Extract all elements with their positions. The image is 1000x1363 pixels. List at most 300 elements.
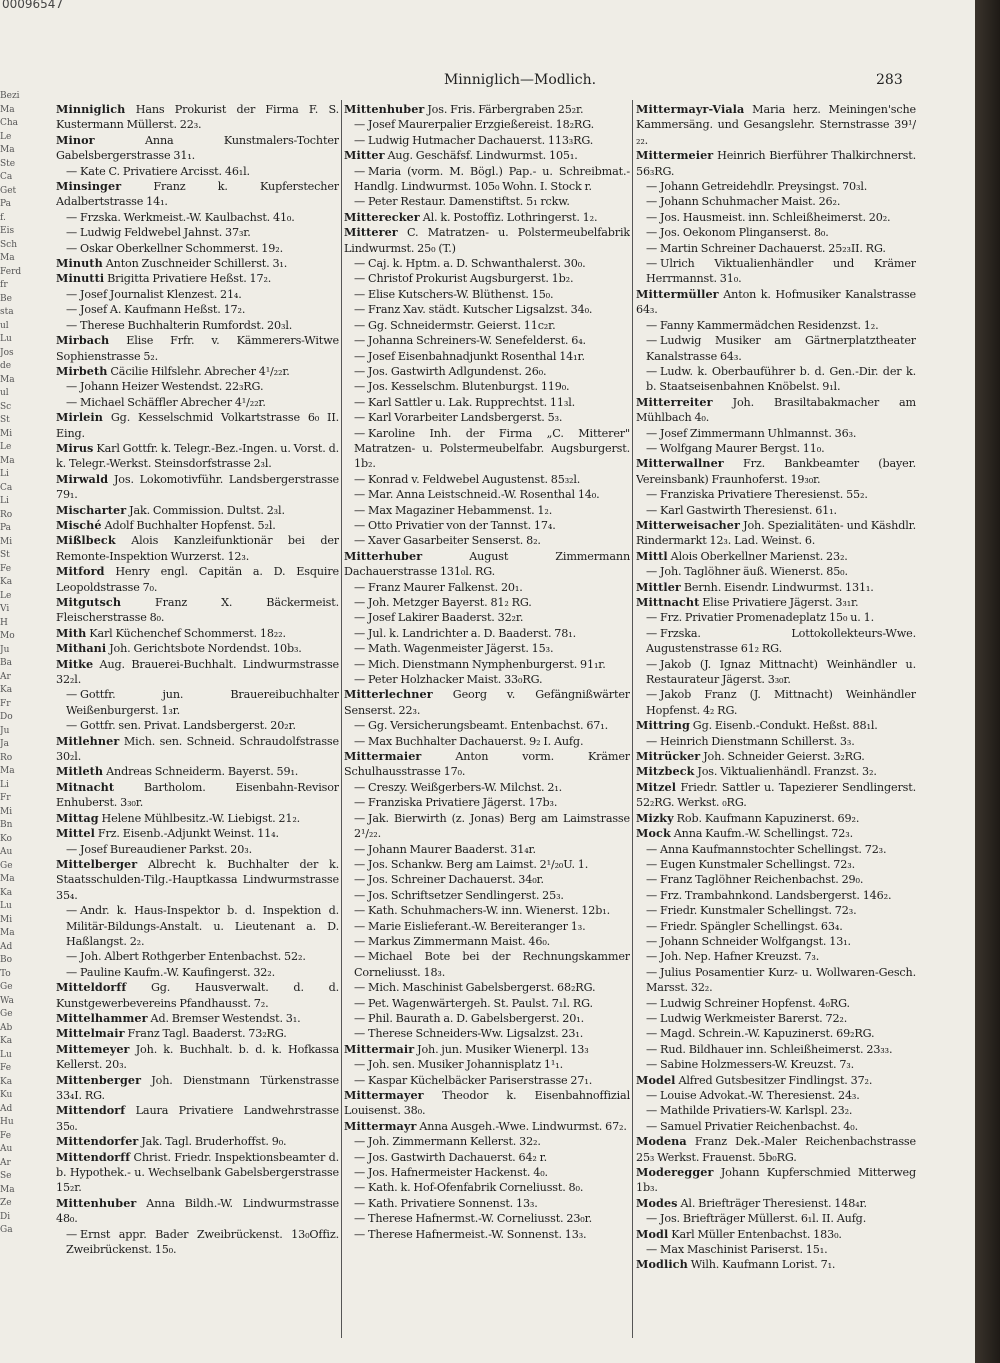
entry-details: Gg. Hausverwalt. d. d. Kunstgewerbevereins Pfandhausst. 7₂. bbox=[56, 981, 339, 1010]
entry-details: Math. Wagenmeister Jägerst. 15₃. bbox=[368, 642, 554, 656]
entry-details: Christ. Friedr. Inspektionsbeamter d. b. Hypothek.- u. Wechselbank Gabelsbergerstrasse 15₂r. bbox=[56, 1150, 339, 1195]
entry-details: Magd. Schrein.-W. Kapuzinerst. 69₂RG. bbox=[660, 1027, 875, 1041]
ditto-dash: — bbox=[646, 919, 658, 933]
directory-subentry bbox=[344, 395, 630, 410]
ditto-dash: — bbox=[66, 226, 78, 240]
entry-details: Cäcilie Hilfslehr. Abrecher 4¹/₂₂r. bbox=[110, 364, 290, 378]
directory-subentry bbox=[344, 1165, 630, 1180]
ditto-dash: — bbox=[354, 287, 366, 301]
ditto-dash: — bbox=[66, 318, 78, 332]
directory-subentry bbox=[636, 996, 916, 1011]
ditto-dash: — bbox=[354, 857, 366, 871]
entry-details: Julius Posamentier Kurz- u. Wollwaren-Gesch. Marsst. 32₂. bbox=[646, 965, 916, 995]
margin-fragment: Lu bbox=[0, 334, 12, 344]
ditto-dash: — bbox=[354, 626, 366, 640]
directory-subentry bbox=[56, 287, 339, 302]
entry-details: Anna Kaufm.-W. Schellingst. 72₃. bbox=[673, 827, 853, 841]
directory-entry bbox=[344, 1042, 630, 1057]
margin-fragment: Ma bbox=[0, 874, 15, 884]
directory-subentry bbox=[56, 318, 339, 333]
entry-details: Heinrich Bierführer Thalkirchnerst. 56₃RG. bbox=[636, 149, 916, 178]
ditto-dash: — bbox=[354, 411, 366, 425]
entry-details: Maria (vorm. M. Bögl.) Pap.- u. Schreibmat.-Handlg. Lindwurmst. 105₀ Wohn. I. Stock r. bbox=[354, 164, 630, 194]
directory-entry bbox=[56, 826, 339, 841]
directory-subentry bbox=[636, 241, 916, 256]
entry-surname: Mirbach bbox=[56, 333, 110, 348]
entry-details: Frz. Bankbeamter (bayer. Vereinsbank) Fraunhoferst. 19₃₀r. bbox=[636, 457, 916, 486]
directory-entry bbox=[56, 657, 339, 688]
entry-details: Elise Frfr. v. Kämmerers-Witwe Sophienstrasse 5₂. bbox=[56, 334, 339, 363]
directory-entry bbox=[636, 580, 916, 595]
directory-subentry bbox=[636, 364, 916, 395]
entry-details: Jak. Bierwirth (z. Jonas) Berg am Laimstrasse 2¹/₂₂. bbox=[354, 811, 630, 841]
ditto-dash: — bbox=[66, 241, 78, 255]
directory-entry bbox=[636, 1165, 916, 1196]
ditto-dash: — bbox=[354, 488, 366, 502]
entry-details: Franziska Privatiere Theresienst. 55₂. bbox=[660, 488, 868, 502]
entry-details: Henry engl. Capitän a. D. Esquire Leopoldstrasse 7₀. bbox=[56, 565, 339, 594]
entry-surname: Mittermüller bbox=[636, 286, 719, 301]
entry-details: Mich. Dienstmann Nymphenburgerst. 91₁r. bbox=[368, 657, 606, 671]
directory-subentry bbox=[344, 872, 630, 887]
entry-details: Frz. Eisenb.-Adjunkt Weinst. 11₄. bbox=[97, 827, 279, 841]
directory-subentry bbox=[344, 888, 630, 903]
entry-surname: Mittendorf bbox=[56, 1103, 126, 1118]
entry-details: Jakob (J. Ignaz Mittnacht) Weinhändler u. Restaurateur Jägerst. 3₃₀r. bbox=[646, 657, 916, 687]
entry-details: Karl Vorarbeiter Landsbergerst. 5₃. bbox=[368, 411, 563, 425]
directory-subentry bbox=[344, 857, 630, 872]
ditto-dash: — bbox=[354, 1212, 366, 1226]
margin-fragment: ul bbox=[0, 320, 9, 331]
entry-details: Peter Holzhacker Maist. 33₀RG. bbox=[368, 673, 543, 687]
entry-details: Gottfr. jun. Brauereibuchhalter Weißenburgerst. 1₃r. bbox=[66, 688, 339, 717]
directory-subentry bbox=[344, 780, 630, 795]
entry-details: Al. k. Postoffiz. Lothringerst. 1₂. bbox=[422, 210, 598, 224]
entry-details: Pet. Wagenwärtergeh. St. Paulst. 7₁l. RG. bbox=[368, 996, 593, 1010]
margin-fragment: Ju bbox=[0, 725, 10, 736]
ditto-dash: — bbox=[354, 1227, 366, 1241]
entry-details: C. Matratzen- u. Polstermeubelfabrik Lindwurmst. 25₀ (T.) bbox=[344, 226, 630, 255]
ditto-dash: — bbox=[354, 642, 366, 656]
margin-fragment: Bezi bbox=[0, 91, 20, 101]
ditto-dash: — bbox=[354, 719, 366, 733]
ditto-dash: — bbox=[646, 426, 658, 440]
directory-subentry bbox=[344, 318, 630, 333]
entry-details: Gottfr. sen. Privat. Landsbergerst. 20₂r. bbox=[80, 719, 296, 733]
directory-subentry bbox=[344, 842, 630, 857]
entry-details: Ernst appr. Bader Zweibrückenst. 13₀Offiz. Zweibrückenst. 15₀. bbox=[66, 1227, 339, 1257]
ditto-dash: — bbox=[354, 118, 366, 132]
entry-details: Friedr. Sattler u. Tapezierer Sendlingerst. 52₂RG. Werkst. ₀RG. bbox=[636, 780, 916, 810]
directory-subentry bbox=[56, 949, 339, 964]
entry-details: Wolfgang Maurer Bergst. 11₀. bbox=[660, 441, 825, 455]
entry-details: Gg. Kesselschmid Volkartstrasse 6₀ II. Eing. bbox=[56, 411, 339, 440]
margin-fragment: Ze bbox=[0, 1198, 12, 1208]
directory-subentry bbox=[636, 318, 916, 333]
ditto-dash: — bbox=[646, 241, 658, 255]
column-2 bbox=[344, 102, 630, 1347]
margin-fragment: St bbox=[0, 415, 10, 425]
margin-fragment: To bbox=[0, 968, 11, 979]
margin-fragment: Ste bbox=[0, 158, 16, 169]
margin-fragment: Fr bbox=[0, 698, 11, 709]
directory-subentry bbox=[636, 626, 916, 657]
directory-entry bbox=[56, 1103, 339, 1134]
directory-entry bbox=[56, 364, 339, 379]
entry-details: Fanny Kammermädchen Residenzst. 1₂. bbox=[660, 318, 879, 332]
directory-entry bbox=[636, 1134, 916, 1165]
directory-subentry bbox=[344, 117, 630, 132]
directory-subentry bbox=[344, 518, 630, 533]
directory-subentry bbox=[636, 1242, 916, 1257]
directory-subentry bbox=[636, 934, 916, 949]
margin-fragment: Ca bbox=[0, 172, 13, 182]
entry-details: Gg. Versicherungsbeamt. Entenbachst. 67₁. bbox=[368, 719, 608, 733]
entry-details: Jos. Gastwirth Adlgundenst. 26₀. bbox=[368, 364, 547, 378]
directory-entry bbox=[636, 1227, 916, 1242]
margin-fragment: Le bbox=[0, 442, 12, 452]
directory-entry bbox=[56, 641, 339, 656]
entry-details: Jos. Schreiner Dachauerst. 34₀r. bbox=[368, 873, 544, 887]
directory-subentry bbox=[636, 872, 916, 887]
margin-fragment: Ad bbox=[0, 1103, 13, 1114]
directory-subentry bbox=[636, 919, 916, 934]
directory-subentry bbox=[344, 287, 630, 302]
ditto-dash: — bbox=[66, 210, 78, 224]
entry-details: Andreas Schneiderm. Bayerst. 59₁. bbox=[106, 765, 299, 779]
ditto-dash: — bbox=[66, 719, 78, 733]
ditto-dash: — bbox=[354, 1150, 366, 1164]
margin-fragment: St bbox=[0, 550, 10, 560]
entry-details: Karl Sattler u. Lak. Rupprechtst. 11₃l. bbox=[368, 395, 576, 409]
entry-details: Frz. Privatier Promenadeplatz 15₀ u. 1. bbox=[660, 611, 874, 625]
column-rule bbox=[632, 100, 633, 1338]
directory-entry bbox=[636, 518, 916, 549]
directory-subentry bbox=[636, 687, 916, 718]
ditto-dash: — bbox=[646, 611, 658, 625]
margin-fragment: Ab bbox=[0, 1022, 13, 1033]
directory-subentry bbox=[636, 888, 916, 903]
entry-details: Franz X. Bäckermeist. Fleischerstrasse 8₀. bbox=[56, 596, 339, 625]
entry-details: Therese Hafnermst.-W. Corneliusst. 23₀r. bbox=[368, 1212, 593, 1226]
entry-details: Josef Lakirer Baaderst. 32₂r. bbox=[368, 611, 524, 625]
directory-subentry bbox=[344, 580, 630, 595]
margin-fragment: f. bbox=[0, 212, 6, 223]
margin-fragment: Li bbox=[0, 779, 9, 790]
margin-fragment: Cha bbox=[0, 118, 19, 128]
entry-details: Franz Dek.-Maler Reichenbachstrasse 25₃ Werkst. Frauenst. 5b₀RG. bbox=[636, 1135, 916, 1164]
directory-subentry bbox=[344, 487, 630, 502]
entry-details: Helene Mühlbesitz.-W. Liebigst. 21₂. bbox=[101, 811, 301, 825]
ditto-dash: — bbox=[646, 873, 658, 887]
directory-subentry bbox=[344, 718, 630, 733]
entry-surname: Mitlehner bbox=[56, 733, 120, 748]
entry-details: Alfred Gutsbesitzer Findlingst. 37₂. bbox=[678, 1073, 873, 1087]
margin-fragment: ul bbox=[0, 388, 9, 398]
page-header bbox=[0, 72, 975, 92]
directory-subentry bbox=[636, 564, 916, 579]
entry-details: Johann Maurer Baaderst. 31₄r. bbox=[368, 842, 536, 856]
entry-details: Max Buchhalter Dachauerst. 9₂ I. Aufg. bbox=[368, 734, 584, 748]
directory-subentry bbox=[636, 487, 916, 502]
margin-fragment: Bo bbox=[0, 955, 13, 965]
entry-surname: Mittermeier bbox=[636, 148, 714, 163]
margin-fragment: Pa bbox=[0, 199, 12, 209]
margin-fragment: Ja bbox=[0, 739, 9, 749]
margin-fragment: Ka bbox=[0, 887, 13, 898]
directory-entry bbox=[56, 503, 339, 518]
entry-details: Joh. Schneider Geierst. 3₂RG. bbox=[703, 750, 865, 764]
entry-details: Brigitta Privatiere Heßst. 17₂. bbox=[107, 272, 272, 286]
entry-surname: Minuth bbox=[56, 256, 103, 271]
entry-details: Friedr. Kunstmaler Schellingst. 72₃. bbox=[660, 904, 857, 918]
entry-details: Johann Kupferschmied Mitterweg 1b₃. bbox=[636, 1166, 916, 1195]
directory-subentry bbox=[344, 426, 630, 472]
entry-details: Anna Kunstmalers-Tochter Gabelsbergerstrasse 31₁. bbox=[56, 133, 339, 163]
entry-details: Marie Eislieferant.-W. Bereiteranger 1₃. bbox=[368, 919, 586, 933]
entry-details: Franz Xav. städt. Kutscher Ligsalzst. 34₀. bbox=[368, 303, 593, 317]
entry-surname: Mitterweisacher bbox=[636, 517, 740, 532]
ditto-dash: — bbox=[646, 734, 658, 748]
entry-details: Oskar Oberkellner Schommerst. 19₂. bbox=[80, 241, 283, 255]
entry-details: Christof Prokurist Augsburgerst. 1b₂. bbox=[368, 272, 574, 286]
directory-subentry bbox=[56, 687, 339, 718]
margin-fragment: Mi bbox=[0, 806, 13, 817]
entry-details: Franziska Privatiere Jägerst. 17b₃. bbox=[368, 796, 558, 810]
ditto-dash: — bbox=[354, 611, 366, 625]
entry-details: Maria herz. Meiningen'sche Kammersäng. und Gesangslehr. Sternstrasse 39¹/₂₂. bbox=[636, 103, 916, 147]
directory-entry bbox=[636, 826, 916, 841]
entry-details: Xaver Gasarbeiter Senserst. 8₂. bbox=[368, 534, 541, 548]
directory-entry bbox=[636, 287, 916, 318]
directory-subentry bbox=[344, 996, 630, 1011]
directory-entry bbox=[344, 210, 630, 225]
ditto-dash: — bbox=[354, 888, 366, 902]
margin-fragment: Ar bbox=[0, 1157, 11, 1168]
directory-entry bbox=[56, 1011, 339, 1026]
directory-entry bbox=[636, 549, 916, 564]
entry-details: Joh. Spezialitäten- und Käshdlr. Rindermarkt 12₃. Lad. Weinst. 6. bbox=[636, 518, 916, 548]
entry-surname: Mirwald bbox=[56, 471, 109, 486]
entry-details: Jos. Briefträger Müllerst. 6₁l. II. Aufg. bbox=[660, 1212, 867, 1226]
ditto-dash: — bbox=[646, 657, 658, 671]
entry-details: Karoline Inh. der Firma „C. Mitterer" Matratzen- u. Polstermeubelfabr. Augsburgerst. 1b₂. bbox=[354, 426, 630, 471]
ditto-dash: — bbox=[646, 441, 658, 455]
entry-surname: Mitterlechner bbox=[344, 687, 433, 702]
entry-surname: Mißlbeck bbox=[56, 533, 116, 548]
ditto-dash: — bbox=[354, 1058, 366, 1072]
directory-subentry bbox=[344, 980, 630, 995]
ditto-dash: — bbox=[354, 257, 366, 271]
margin-fragment: Ma bbox=[0, 1184, 15, 1195]
entry-details: Therese Hafnermeist.-W. Sonnenst. 13₃. bbox=[368, 1227, 587, 1241]
margin-fragment: Ma bbox=[0, 104, 15, 115]
ditto-dash: — bbox=[354, 734, 366, 748]
entry-details: Jos. Hafnermeister Hackenst. 4₀. bbox=[368, 1166, 548, 1180]
entry-surname: Moderegger bbox=[636, 1165, 714, 1180]
directory-subentry bbox=[636, 1088, 916, 1103]
ditto-dash: — bbox=[66, 1227, 78, 1241]
ditto-dash: — bbox=[354, 919, 366, 933]
directory-entry bbox=[636, 148, 916, 179]
entry-details: Josef Zimmermann Uhlmannst. 36₃. bbox=[660, 426, 857, 440]
directory-entry bbox=[56, 980, 339, 1011]
directory-entry bbox=[56, 518, 339, 533]
margin-fragment: Fe bbox=[0, 1063, 12, 1073]
ditto-dash: — bbox=[354, 318, 366, 332]
directory-entry bbox=[636, 456, 916, 487]
entry-details: Joh. sen. Musiker Johannisplatz 1¹₁. bbox=[368, 1058, 563, 1072]
directory-subentry bbox=[344, 672, 630, 687]
entry-details: Otto Privatier von der Tannst. 17₄. bbox=[368, 518, 556, 532]
entry-surname: Mitke bbox=[56, 656, 94, 671]
directory-subentry bbox=[344, 349, 630, 364]
directory-entry bbox=[344, 148, 630, 163]
ditto-dash: — bbox=[354, 503, 366, 517]
directory-subentry bbox=[636, 1026, 916, 1041]
directory-entry bbox=[636, 764, 916, 779]
directory-subentry bbox=[636, 1011, 916, 1026]
directory-subentry bbox=[636, 179, 916, 194]
directory-subentry bbox=[636, 842, 916, 857]
entry-details: Laura Privatiere Landwehrstrasse 35₀. bbox=[56, 1104, 339, 1133]
entry-details: Frzska. Lottokollekteurs-Wwe. Augustenstrasse 61₂ RG. bbox=[646, 626, 916, 656]
entry-details: Bartholom. Eisenbahn-Revisor Enhuberst. 3₃₀r. bbox=[56, 780, 339, 810]
entry-details: Franz Taglöhner Reichenbachst. 29₀. bbox=[660, 873, 864, 887]
directory-entry bbox=[56, 102, 339, 133]
entry-surname: Modl bbox=[636, 1226, 669, 1241]
directory-entry bbox=[344, 1119, 630, 1134]
margin-fragment: Ka bbox=[0, 577, 13, 587]
entry-details: Frz. Trambahnkond. Landsbergerst. 146₂. bbox=[660, 888, 892, 902]
margin-fragment: Ma bbox=[0, 455, 15, 466]
entry-details: Michael Schäffler Abrecher 4¹/₂₂r. bbox=[80, 395, 266, 409]
entry-details: Ludwig Hutmacher Dachauerst. 113₃RG. bbox=[368, 133, 594, 147]
entry-details: Anton Zuschneider Schillerst. 3₁. bbox=[105, 257, 288, 271]
directory-subentry bbox=[636, 256, 916, 287]
entry-details: Anna Ausgeh.-Wwe. Lindwurmst. 67₂. bbox=[419, 1119, 627, 1133]
margin-fragment: Lu bbox=[0, 901, 12, 911]
ditto-dash: — bbox=[646, 1212, 658, 1226]
directory-subentry bbox=[344, 626, 630, 641]
directory-subentry bbox=[344, 1011, 630, 1026]
entry-surname: Model bbox=[636, 1072, 676, 1087]
margin-fragment: Ga bbox=[0, 1225, 13, 1235]
directory-subentry bbox=[344, 472, 630, 487]
ditto-dash: — bbox=[646, 857, 658, 871]
directory-entry bbox=[636, 1257, 916, 1272]
ditto-dash: — bbox=[646, 195, 658, 209]
entry-details: Joh. Dienstmann Türkenstrasse 33₄I. RG. bbox=[56, 1073, 339, 1102]
entry-details: Samuel Privatier Reichenbachst. 4₀. bbox=[660, 1119, 858, 1133]
ditto-dash: — bbox=[354, 164, 366, 178]
entry-details: Caj. k. Hptm. a. D. Schwanthalerst. 30₀. bbox=[368, 257, 586, 271]
entry-details: Louise Advokat.-W. Theresienst. 24₃. bbox=[660, 1089, 860, 1102]
ditto-dash: — bbox=[646, 334, 658, 348]
directory-subentry bbox=[636, 1211, 916, 1226]
margin-fragment: Ko bbox=[0, 833, 12, 844]
directory-subentry bbox=[56, 379, 339, 394]
entry-details: Franz Tagl. Baaderst. 73₂RG. bbox=[127, 1027, 287, 1041]
entry-details: Theodor k. Eisenbahnoffizial Louisenst. 38₀. bbox=[344, 1089, 630, 1118]
entry-details: Josef Eisenbahnadjunkt Rosenthal 14₁r. bbox=[368, 349, 585, 363]
margin-fragment: Do bbox=[0, 712, 13, 722]
entry-details: Andr. k. Haus-Inspektor b. d. Inspektion d. Militär-Bildungs-Anstalt. u. Lieutenant a. D. Haßlangst. 2₂. bbox=[66, 904, 339, 948]
margin-fragment: Lu bbox=[0, 1049, 12, 1060]
entry-surname: Mitzbeck bbox=[636, 764, 695, 779]
column-1 bbox=[56, 102, 339, 1347]
entry-details: Joh. Metzger Bayerst. 81₂ RG. bbox=[368, 596, 532, 609]
directory-subentry bbox=[344, 256, 630, 271]
directory-subentry bbox=[56, 164, 339, 179]
ditto-dash: — bbox=[646, 1243, 658, 1257]
ditto-dash: — bbox=[646, 1104, 658, 1118]
directory-subentry bbox=[636, 225, 916, 240]
entry-details: Peter Restaur. Damenstiftst. 5₁ rckw. bbox=[368, 195, 570, 209]
directory-entry bbox=[56, 734, 339, 765]
directory-subentry bbox=[636, 857, 916, 872]
ditto-dash: — bbox=[354, 796, 366, 810]
directory-subentry bbox=[636, 734, 916, 749]
entry-details: Karl Müller Entenbachst. 183₀. bbox=[671, 1227, 842, 1241]
margin-fragment: Ro bbox=[0, 752, 13, 763]
entry-surname: Mittermaier bbox=[344, 749, 422, 764]
margin-fragment: Ca bbox=[0, 482, 13, 493]
margin-fragment: Ku bbox=[0, 1090, 13, 1100]
directory-entry bbox=[56, 595, 339, 626]
ditto-dash: — bbox=[354, 1011, 366, 1025]
directory-entry bbox=[56, 410, 339, 441]
entry-details: Jul. k. Landrichter a. D. Baaderst. 78₁. bbox=[368, 626, 576, 640]
entry-details: Joh. Nep. Hafner Kreuzst. 7₃. bbox=[660, 950, 820, 964]
directory-entry bbox=[56, 441, 339, 472]
entry-details: Jos. Fris. Färbergraben 25₂r. bbox=[427, 103, 584, 116]
margin-fragment: Fr bbox=[0, 793, 11, 803]
directory-subentry bbox=[344, 795, 630, 810]
entry-surname: Mittelmair bbox=[56, 1026, 125, 1041]
entry-details: Joh. Albert Rothgerber Entenbachst. 52₂. bbox=[80, 950, 306, 964]
directory-subentry bbox=[344, 734, 630, 749]
margin-fragment: Pa bbox=[0, 523, 12, 533]
directory-subentry bbox=[636, 333, 916, 364]
ditto-dash: — bbox=[354, 534, 366, 548]
margin-fragment: Di bbox=[0, 1211, 11, 1222]
directory-subentry bbox=[344, 503, 630, 518]
entry-surname: Mittag bbox=[56, 810, 99, 825]
directory-entry bbox=[56, 1042, 339, 1073]
directory-subentry bbox=[636, 503, 916, 518]
ditto-dash: — bbox=[354, 873, 366, 887]
ditto-dash: — bbox=[646, 888, 658, 902]
directory-entry bbox=[56, 133, 339, 164]
margin-fragment: Vi bbox=[0, 604, 10, 614]
ditto-dash: — bbox=[354, 472, 366, 486]
entry-surname: Mith bbox=[56, 625, 87, 640]
directory-subentry bbox=[344, 271, 630, 286]
entry-surname: Mitrücker bbox=[636, 749, 701, 764]
entry-details: Phil. Baurath a. D. Gabelsbergerst. 20₁. bbox=[368, 1011, 584, 1025]
page-number: 283 bbox=[876, 72, 903, 88]
directory-subentry bbox=[636, 426, 916, 441]
entry-surname: Mittl bbox=[636, 548, 668, 563]
entry-surname: Mitford bbox=[56, 564, 105, 579]
ditto-dash: — bbox=[646, 1042, 658, 1056]
directory-entry bbox=[56, 1073, 339, 1104]
margin-fragment: Sch bbox=[0, 239, 18, 250]
directory-entry bbox=[344, 102, 630, 117]
directory-entry bbox=[344, 225, 630, 256]
directory-entry bbox=[56, 472, 339, 503]
